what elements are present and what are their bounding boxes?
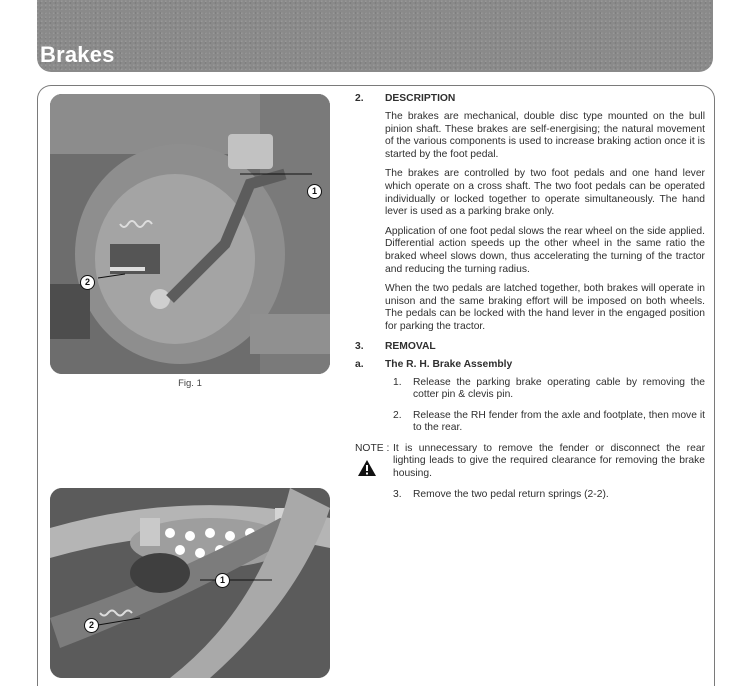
removal-step xyxy=(385,410,705,435)
note-block xyxy=(355,443,705,481)
subsection-a-title: The R. H. Brake Assembly xyxy=(385,358,513,370)
step-text: Release the RH fender from the axle and footplate, then move it to the rear. xyxy=(413,409,705,434)
section-3-title: REMOVAL xyxy=(385,340,436,352)
subsection-a-heading xyxy=(355,359,705,377)
note-label: NOTE : xyxy=(355,442,390,454)
section-2-heading xyxy=(355,93,705,111)
step-text: Release the parking brake operating cable by removing the cotter pin & clevis pin. xyxy=(413,376,705,401)
note-text: It is unnecessary to remove the fender or disconnect the rear lighting leads to give the required clearance for removing the brake housing. xyxy=(393,442,705,480)
figure-1-caption: Fig. 1 xyxy=(178,378,202,389)
figure-1-callout-2: 2 xyxy=(80,275,95,290)
figure-1-photo xyxy=(50,94,330,374)
removal-step xyxy=(385,377,705,402)
figure-2-photo xyxy=(50,488,330,678)
step-number: 1. xyxy=(393,376,402,388)
description-paragraph: The brakes are controlled by two foot pedals and one hand lever which operate on a cross shaft. The two foot pedals can be operated individually or locked together to operate simultaneously. The hand lever is used as a parking brake only. xyxy=(385,168,705,218)
section-2-number: 2. xyxy=(355,93,364,104)
section-3-heading xyxy=(355,341,705,359)
description-paragraph: Application of one foot pedal slows the rear wheel on the side applied. Differential action speeds up the other wheel in the same ratio the braked wheel slows down, thus accelerating the turning of the tractor and reducing the turning radius. xyxy=(385,225,705,275)
header-band xyxy=(37,0,713,72)
subsection-a-letter: a. xyxy=(355,358,364,370)
figure-2-callout-1: 1 xyxy=(215,573,230,588)
description-paragraph: The brakes are mechanical, double disc type mounted on the bull pinion shaft. These brakes are self-energising; the natural movement of the various components is used to increase braking action once it is started by the foot pedal. xyxy=(385,111,705,160)
figure-1-callout-1: 1 xyxy=(307,184,322,199)
section-3-number: 3. xyxy=(355,340,364,352)
section-2-title: DESCRIPTION xyxy=(385,93,456,104)
description-paragraph: When the two pedals are latched together, both brakes will operate in unison and the same braking effort will be imposed on both wheels. The pedals can be locked with the hand lever in the engaged position for parking the tractor. xyxy=(385,283,705,332)
removal-step xyxy=(385,489,705,502)
page-title: Brakes xyxy=(40,42,115,67)
warning-icon xyxy=(357,459,377,482)
figure-2-callout-2: 2 xyxy=(84,618,99,633)
step-number: 2. xyxy=(393,409,402,421)
text-column xyxy=(355,93,705,509)
step-number: 3. xyxy=(393,488,402,500)
step-text: Remove the two pedal return springs (2-2). xyxy=(413,488,609,500)
